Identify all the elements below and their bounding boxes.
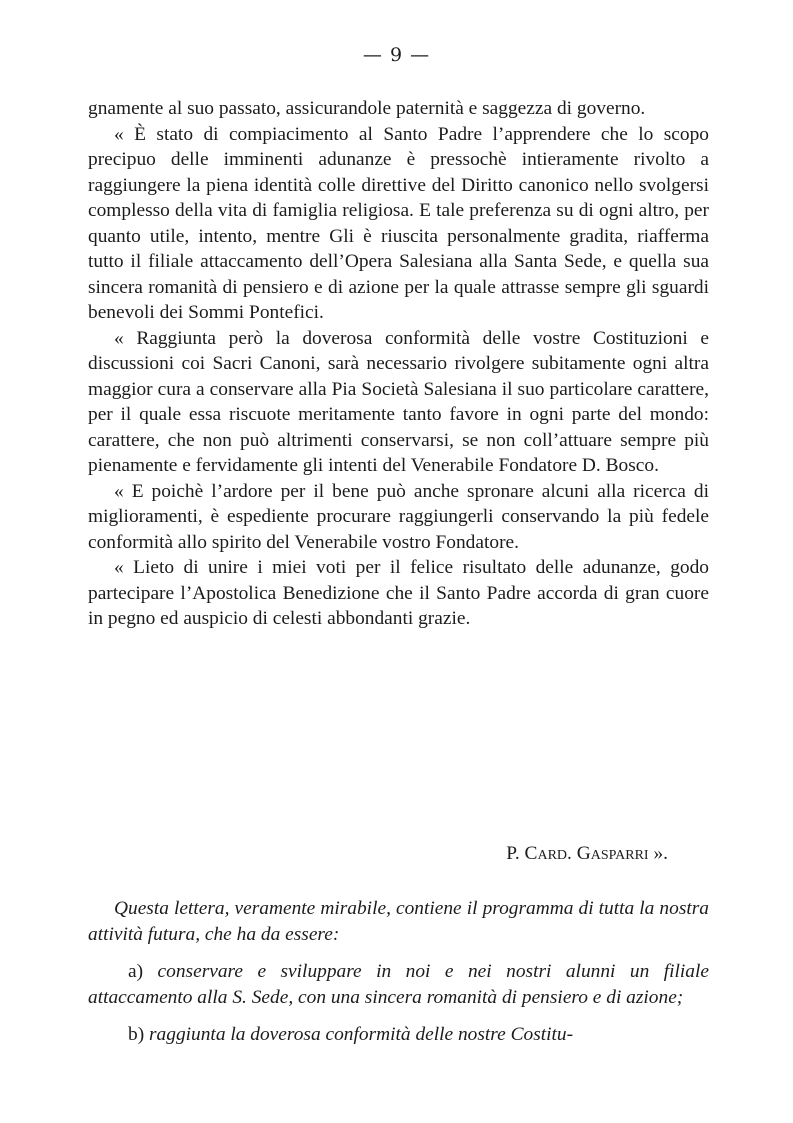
list-marker-a: a) — [128, 961, 144, 982]
commentary-intro: Questa lettera, veramente mirabile, contiene il programma di tutta la nostra attività futura, che ha da essere: — [88, 898, 709, 945]
paragraph-benedizione: « Lieto di unire i miei voti per il felice risultato delle adunanze, godo partecipare l’Apostolica Benedizione che il Santo Padre accorda di gran cuore in pegno ed auspicio di celesti abbondanti grazie. — [88, 557, 709, 629]
paragraph-ardore: « E poichè l’ardore per il bene può anche spronare alcuni alla ricerca di miglioramenti, è espediente procurare raggiungerli conservando la più fedele conformità allo spirito del Venerabile vostro Fondatore. — [88, 480, 709, 553]
signature-name: Card. Gasparri — [524, 843, 649, 864]
list-item-b — [88, 1022, 709, 1048]
list-text-b: raggiunta la doverosa conformità delle nostre Costitu- — [149, 1024, 574, 1045]
paragraph-continuation: gnamente al suo passato, assicurandole paternità e saggezza di governo. — [88, 98, 646, 119]
list-item-a — [88, 959, 709, 1010]
letter-body — [88, 96, 709, 632]
signature-prefix: P. — [506, 843, 520, 864]
commentary — [88, 896, 709, 1048]
page-number: — 9 — — [362, 44, 431, 66]
signature-suffix: ». — [653, 843, 668, 864]
paragraph-compiacimento: « È stato di compiacimento al Santo Padre l’apprendere che lo scopo precipuo delle imminenti adunanze è pressochè intieramente rivolto a raggiungere la piena identità colle direttive del Diritto canonico nello svolgersi complesso della vita di famiglia religiosa. E tale preferenza su di ogni altro, per quanto utile, intento, mentre Gli è riuscita personalmente gradita, riafferma tutto il filiale attaccamento dell’Opera Salesiana alla Santa Sede, e quella sua sincera romanità di pensiero e di azione per la quale attrasse sempre gli sguardi benevoli dei Sommi Pontefici. — [88, 123, 709, 323]
list-text-a: conservare e sviluppare in noi e nei nostri alunni un filiale attaccamento alla S. Sede, con una sincera romanità di pensiero e di azione; — [88, 961, 709, 1008]
signature — [88, 843, 668, 865]
paragraph-conformita: « Raggiunta però la doverosa conformità delle vostre Costituzioni e discussioni coi Sacri Canoni, sarà necessario rivolgere subitamente ogni altra maggior cura a conservare alla Pia Società Salesiana il suo particolare carattere, per il quale essa riscuote meritamente tanto favore in ogni parte del mondo: carattere, che non può altrimenti conservarsi, se non coll’attuare sempre più pienamente e fervidamente gli intenti del Venerabile Fondatore D. Bosco. — [88, 327, 709, 476]
list-marker-b: b) — [128, 1024, 145, 1045]
